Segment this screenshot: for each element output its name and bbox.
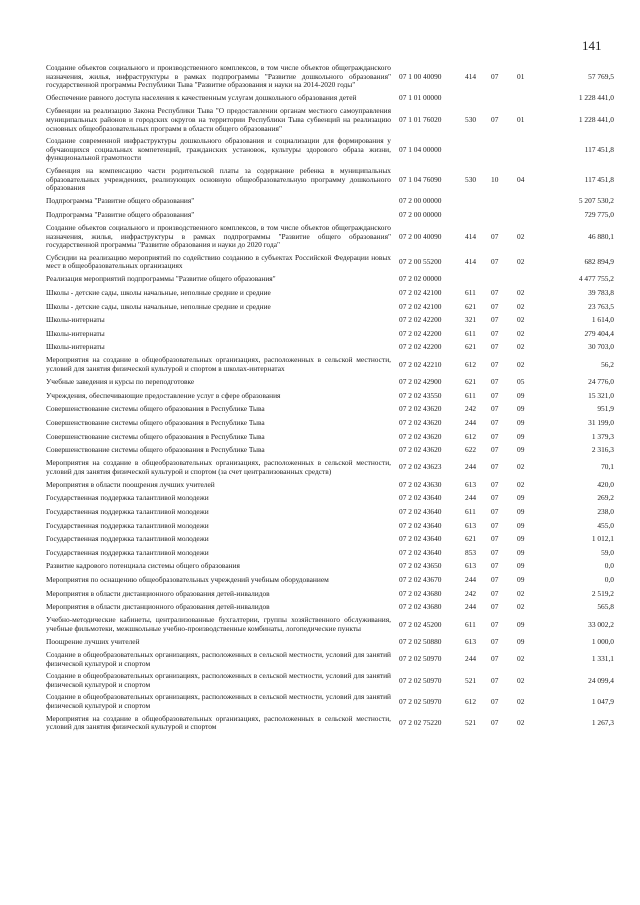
table-row [46, 354, 614, 375]
row-expense-type: 414 [465, 231, 477, 241]
table-row [46, 92, 614, 106]
row-name: Учреждения, обеспечивающие предоставление услуг в сфере образования [46, 390, 281, 400]
row-section: 07 [491, 377, 499, 387]
row-section: 07 [491, 547, 499, 557]
row-subsection: 04 [517, 174, 525, 184]
row-amount: 31 199,0 [588, 417, 614, 427]
row-name: Совершенствование системы общего образования в Республике Тыва [46, 417, 265, 427]
row-expense-type [465, 273, 491, 287]
row-name: Поощрение лучших учителей [46, 637, 140, 646]
row-section: 07 [491, 114, 499, 124]
table-row [46, 389, 614, 403]
row-target-article: 07 2 00 55200 [399, 256, 442, 266]
row-amount: 59,0 [601, 547, 614, 557]
budget-table-body [46, 62, 614, 734]
row-target-article: 07 2 02 75220 [399, 717, 442, 727]
row-expense-type: 611 [465, 507, 476, 517]
row-expense-type [465, 92, 491, 106]
row-section: 10 [491, 174, 499, 184]
table-row [46, 430, 614, 444]
row-amount: 1 000,0 [591, 637, 614, 646]
row-subsection: 02 [517, 602, 525, 612]
row-name: Развитие кадрового потенциала системы общего образования [46, 561, 240, 571]
row-amount: 117 451,8 [584, 144, 614, 154]
row-subsection: 02 [517, 315, 525, 325]
row-target-article: 07 1 04 00000 [399, 144, 442, 154]
row-target-article: 07 1 04 76090 [399, 174, 442, 184]
row-amount: 15 321,0 [588, 390, 614, 400]
row-amount: 24 776,0 [588, 377, 614, 387]
row-amount: 1 267,3 [591, 717, 614, 727]
row-name: Государственная поддержка талантливой молодежи [46, 547, 209, 557]
row-amount: 2 519,2 [591, 588, 614, 598]
row-name: Школы-интернаты [46, 315, 105, 325]
row-expense-type: 521 [465, 717, 477, 727]
row-target-article: 07 2 02 43650 [399, 561, 442, 571]
row-subsection: 09 [517, 637, 525, 646]
row-amount: 1 331,1 [591, 654, 614, 664]
table-row [46, 478, 614, 492]
table-row [46, 457, 614, 478]
row-amount: 0,0 [604, 561, 614, 571]
row-expense-type: 613 [465, 479, 477, 489]
row-subsection: 02 [517, 301, 525, 311]
table-row [46, 286, 614, 300]
row-subsection: 09 [517, 547, 525, 557]
row-name: Подпрограмма "Развитие общего образования" [46, 196, 195, 206]
row-name: Государственная поддержка талантливой молодежи [46, 507, 209, 517]
row-subsection: 09 [517, 507, 525, 517]
row-subsection: 02 [517, 696, 525, 706]
row-expense-type: 613 [465, 520, 477, 530]
table-row [46, 546, 614, 560]
row-name: Школы-интернаты [46, 328, 105, 338]
row-target-article: 07 2 02 43620 [399, 404, 442, 414]
row-name: Школы-интернаты [46, 342, 105, 352]
row-section: 07 [491, 534, 499, 544]
row-subsection: 01 [517, 114, 525, 124]
row-section: 07 [491, 431, 499, 441]
row-name: Мероприятия на создание в общеобразовательных организациях, расположенных в сельской местности, условий для занятия физической культурой и спортом (за счет централизованных средств) [46, 458, 391, 476]
table-row [46, 416, 614, 430]
table-row [46, 341, 614, 355]
row-section: 07 [491, 520, 499, 530]
row-target-article: 07 2 02 42210 [399, 359, 442, 369]
row-target-article: 07 1 00 40090 [399, 71, 442, 81]
row-expense-type: 621 [465, 301, 477, 311]
row-expense-type: 621 [465, 534, 477, 544]
row-target-article: 07 2 02 43550 [399, 390, 442, 400]
row-subsection: 02 [517, 231, 525, 241]
row-target-article: 07 1 01 76020 [399, 114, 442, 124]
row-amount: 1 012,1 [591, 534, 614, 544]
row-subsection: 09 [517, 390, 525, 400]
table-row [46, 222, 614, 252]
table-row [46, 403, 614, 417]
row-name: Учебные заведения и курсы по переподготовке [46, 377, 195, 387]
table-row [46, 574, 614, 588]
row-section [491, 195, 517, 209]
row-amount: 1 614,0 [591, 315, 614, 325]
row-subsection: 09 [517, 619, 525, 629]
row-target-article: 07 2 02 43670 [399, 575, 442, 585]
row-target-article: 07 2 00 40090 [399, 231, 442, 241]
row-section: 07 [491, 507, 499, 517]
row-target-article: 07 2 02 42100 [399, 287, 442, 297]
row-expense-type: 414 [465, 256, 477, 266]
row-subsection [517, 273, 547, 287]
row-name: Создание в общеобразовательных организациях, расположенных в сельской местности, условий для занятий физической культурой и спортом [46, 692, 391, 711]
page-number: 141 [582, 38, 602, 53]
row-amount: 238,0 [597, 507, 614, 517]
row-amount: 1 228 441,0 [578, 93, 614, 103]
row-section: 07 [491, 696, 499, 706]
row-expense-type: 611 [465, 390, 476, 400]
row-amount: 1 228 441,0 [578, 114, 614, 124]
table-row [46, 636, 614, 650]
row-section: 07 [491, 654, 499, 664]
row-amount: 70,1 [601, 462, 614, 472]
row-subsection: 09 [517, 445, 525, 455]
row-section: 07 [491, 256, 499, 266]
row-expense-type: 611 [465, 287, 476, 297]
row-subsection: 09 [517, 417, 525, 427]
row-subsection: 02 [517, 479, 525, 489]
row-subsection: 09 [517, 534, 525, 544]
table-row [46, 713, 614, 734]
row-amount: 33 002,2 [588, 619, 614, 629]
row-section: 07 [491, 675, 499, 685]
row-amount: 951,9 [597, 404, 614, 414]
row-expense-type: 622 [465, 445, 477, 455]
table-row [46, 314, 614, 328]
row-section: 07 [491, 301, 499, 311]
row-target-article: 07 2 02 42200 [399, 315, 442, 325]
table-row [46, 105, 614, 135]
row-name: Подпрограмма "Развитие общего образования" [46, 209, 195, 219]
row-subsection [517, 135, 547, 165]
row-amount: 1 047,9 [591, 696, 614, 706]
row-subsection: 02 [517, 359, 525, 369]
row-section: 07 [491, 417, 499, 427]
row-subsection: 02 [517, 287, 525, 297]
row-subsection: 01 [517, 71, 525, 81]
row-amount: 0,0 [604, 575, 614, 585]
row-expense-type: 242 [465, 588, 477, 598]
row-amount: 420,0 [597, 479, 614, 489]
row-amount: 117 451,8 [584, 174, 614, 184]
row-expense-type: 621 [465, 342, 477, 352]
row-name: Создание объектов социального и производственного комплексов, в том числе объектов общегражданского назначения, жилья, инфраструктуры в рамках подпрограммы "Развитие дошкольного образования" государственной программы Республики Тыва "Развитие образования и науки на 2014-2020 годы" [46, 63, 391, 90]
table-row [46, 587, 614, 601]
row-section: 07 [491, 71, 499, 81]
table-row [46, 300, 614, 314]
row-target-article: 07 2 02 43640 [399, 547, 442, 557]
row-expense-type [465, 208, 491, 222]
row-expense-type: 611 [465, 619, 476, 629]
table-row [46, 519, 614, 533]
row-section: 07 [491, 588, 499, 598]
row-expense-type: 612 [465, 359, 477, 369]
row-target-article: 07 2 02 50880 [399, 637, 442, 646]
row-subsection: 02 [517, 675, 525, 685]
row-section: 07 [491, 575, 499, 585]
row-name: Совершенствование системы общего образования в Республике Тыва [46, 431, 265, 441]
row-section: 07 [491, 602, 499, 612]
table-row [46, 492, 614, 506]
row-target-article: 07 2 02 42200 [399, 328, 442, 338]
budget-table [46, 62, 614, 734]
row-amount: 56,2 [601, 359, 614, 369]
row-name: Государственная поддержка талантливой молодежи [46, 520, 209, 530]
row-amount: 5 207 530,2 [578, 196, 614, 206]
row-name: Создание в общеобразовательных организациях, расположенных в сельской местности, условий для занятий физической культурой и спортом [46, 650, 391, 668]
row-target-article: 07 2 00 00000 [399, 209, 442, 219]
row-amount: 455,0 [597, 520, 614, 530]
row-target-article: 07 2 02 00000 [399, 274, 442, 284]
row-target-article: 07 2 02 43640 [399, 520, 442, 530]
row-expense-type: 414 [465, 71, 477, 81]
table-row [46, 165, 614, 195]
row-expense-type: 244 [465, 417, 477, 427]
table-row [46, 273, 614, 287]
row-subsection: 09 [517, 493, 525, 503]
row-expense-type: 612 [465, 431, 477, 441]
row-amount: 23 763,5 [588, 301, 614, 311]
row-subsection: 02 [517, 717, 525, 727]
table-row [46, 135, 614, 165]
row-name: Совершенствование системы общего образования в Республике Тыва [46, 404, 265, 414]
row-section: 07 [491, 445, 499, 455]
table-row [46, 614, 614, 635]
row-section: 07 [491, 328, 499, 338]
row-expense-type: 621 [465, 377, 477, 387]
row-expense-type: 244 [465, 654, 477, 664]
row-target-article: 07 2 02 42900 [399, 377, 442, 387]
row-expense-type: 521 [465, 675, 477, 685]
row-name: Школы - детские сады, школы начальные, неполные средние и средние [46, 287, 271, 297]
row-amount: 24 099,4 [588, 675, 614, 685]
row-expense-type: 530 [465, 114, 477, 124]
row-expense-type: 244 [465, 462, 477, 472]
row-name: Мероприятия по оснащению общеобразовательных учреждений учебным оборудованием [46, 575, 329, 585]
row-name: Мероприятия на создание в общеобразовательных организациях, расположенных в сельской местности, условий для занятия физической культурой и спортом [46, 713, 391, 732]
row-section: 07 [491, 287, 499, 297]
row-subsection: 09 [517, 520, 525, 530]
row-target-article: 07 2 02 50970 [399, 675, 442, 685]
row-section: 07 [491, 619, 499, 629]
row-expense-type: 530 [465, 174, 477, 184]
row-target-article: 07 2 02 45200 [399, 619, 442, 629]
row-target-article: 07 2 02 43623 [399, 462, 442, 472]
row-amount: 57 769,5 [588, 71, 614, 81]
row-section: 07 [491, 231, 499, 241]
row-target-article: 07 2 02 42200 [399, 342, 442, 352]
row-section: 07 [491, 404, 499, 414]
row-subsection: 05 [517, 377, 525, 387]
row-name: Мероприятия на создание в общеобразовательных организациях, расположенных в сельской местности, условий для занятия физической культурой и спортом в школах-интернатах [46, 355, 391, 374]
row-section: 07 [491, 359, 499, 369]
row-amount: 46 880,1 [588, 231, 614, 241]
row-amount: 39 783,8 [588, 287, 614, 297]
row-name: Школы - детские сады, школы начальные, неполные средние и средние [46, 301, 271, 311]
table-row [46, 691, 614, 712]
row-section [491, 135, 517, 165]
row-name: Мероприятия в области поощрения лучших учителей [46, 479, 215, 489]
row-amount: 2 316,3 [591, 445, 614, 455]
table-row [46, 376, 614, 390]
row-target-article: 07 2 02 42100 [399, 301, 442, 311]
row-name: Обеспечение равного доступа населения к качественным услугам дошкольного образования детей [46, 93, 357, 103]
row-subsection [517, 92, 547, 106]
row-subsection: 02 [517, 588, 525, 598]
row-name: Государственная поддержка талантливой молодежи [46, 534, 209, 544]
row-target-article: 07 2 02 50970 [399, 654, 442, 664]
row-amount: 279 404,4 [584, 328, 614, 338]
row-subsection: 02 [517, 462, 525, 472]
table-row [46, 252, 614, 273]
table-row [46, 208, 614, 222]
row-subsection: 09 [517, 431, 525, 441]
row-subsection: 02 [517, 328, 525, 338]
row-target-article: 07 2 02 43640 [399, 507, 442, 517]
row-amount: 269,2 [597, 493, 614, 503]
row-subsection: 02 [517, 654, 525, 664]
row-expense-type: 612 [465, 696, 477, 706]
row-target-article: 07 2 02 50970 [399, 696, 442, 706]
row-section [491, 273, 517, 287]
row-subsection: 02 [517, 342, 525, 352]
table-row [46, 444, 614, 458]
row-amount: 729 775,0 [584, 209, 614, 219]
table-row [46, 649, 614, 670]
table-row [46, 601, 614, 615]
row-section: 07 [491, 315, 499, 325]
row-expense-type: 321 [465, 315, 477, 325]
table-row [46, 62, 614, 92]
row-section: 07 [491, 390, 499, 400]
row-target-article: 07 2 02 43620 [399, 417, 442, 427]
row-section: 07 [491, 342, 499, 352]
row-name: Создание объектов социального и производственного комплексов, в том числе объектов общегражданского назначения, жилья, инфраструктуры в рамках подпрограммы "Развитие общего образования" государственной программы "Развитие образования и науки до 2020 года" [46, 222, 391, 250]
table-row [46, 670, 614, 691]
row-section: 07 [491, 462, 499, 472]
row-amount: 565,8 [597, 602, 614, 612]
row-subsection [517, 195, 547, 209]
row-section: 07 [491, 479, 499, 489]
row-target-article: 07 2 02 43630 [399, 479, 442, 489]
row-expense-type: 613 [465, 561, 477, 571]
row-expense-type: 613 [465, 637, 477, 646]
row-name: Создание в общеобразовательных организациях, расположенных в сельской местности, условий для занятий физической культурой и спортом [46, 671, 391, 689]
row-subsection: 09 [517, 575, 525, 585]
row-expense-type: 853 [465, 547, 477, 557]
row-name: Мероприятия в области дистанционного образования детей-инвалидов [46, 602, 270, 612]
row-subsection: 09 [517, 404, 525, 414]
row-expense-type: 611 [465, 328, 476, 338]
row-name: Субвенции на реализацию Закона Республики Тыва "О предоставлении органам местного самоуправления муниципальных районов и городских округов на территории Республики Тыва субвенций на реализацию основных общеобразовательных программ в области общего образования" [46, 106, 391, 133]
row-target-article: 07 2 02 43620 [399, 431, 442, 441]
row-amount: 30 703,0 [588, 342, 614, 352]
row-section: 07 [491, 493, 499, 503]
table-row [46, 195, 614, 209]
row-expense-type: 244 [465, 575, 477, 585]
row-target-article: 07 2 02 43640 [399, 493, 442, 503]
table-row [46, 533, 614, 547]
row-name: Государственная поддержка талантливой молодежи [46, 493, 209, 503]
row-target-article: 07 2 02 43680 [399, 588, 442, 598]
row-name: Субвенция на компенсацию части родительской платы за содержание ребенка в муниципальных образовательных учреждениях, реализующих основную общеобразовательную программу дошкольного образования [46, 165, 391, 193]
row-name: Реализация мероприятий подпрограммы "Развитие общего образования" [46, 274, 276, 284]
row-name: Субсидии на реализацию мероприятий по содействию созданию в субъектах Российской Федерации новых мест в общеобразовательных организациях [46, 252, 391, 271]
row-name: Создание современной инфраструктуры дошкольного образования и социализации для формирования у обучающихся социальных компетенций, гражданских установок, культуры здорового образа жизни, функциональной грамотности [46, 136, 391, 163]
table-row [46, 327, 614, 341]
row-target-article: 07 2 02 43640 [399, 534, 442, 544]
row-target-article: 07 2 02 43620 [399, 445, 442, 455]
row-expense-type: 244 [465, 602, 477, 612]
row-subsection [517, 208, 547, 222]
table-row [46, 506, 614, 520]
row-name: Мероприятия в области дистанционного образования детей-инвалидов [46, 588, 270, 598]
row-amount: 4 477 755,2 [578, 274, 614, 284]
row-subsection: 09 [517, 561, 525, 571]
row-section [491, 208, 517, 222]
row-subsection: 02 [517, 256, 525, 266]
row-target-article: 07 1 01 00000 [399, 93, 442, 103]
row-section: 07 [491, 717, 499, 727]
row-amount: 1 379,3 [591, 431, 614, 441]
row-target-article: 07 2 00 00000 [399, 196, 442, 206]
row-section [491, 92, 517, 106]
row-section: 07 [491, 561, 499, 571]
row-expense-type [465, 135, 491, 165]
row-section: 07 [491, 637, 499, 646]
row-expense-type: 242 [465, 404, 477, 414]
row-expense-type: 244 [465, 493, 477, 503]
row-target-article: 07 2 02 43680 [399, 602, 442, 612]
table-row [46, 560, 614, 574]
row-name: Учебно-методические кабинеты, централизованные бухгалтерии, группы хозяйственного обслуживания, учебные фильмотеки, межшкольные учебно-производственные комбинаты, логопедические пункты [46, 615, 391, 633]
row-expense-type [465, 195, 491, 209]
row-amount: 682 894,9 [584, 256, 614, 266]
row-name: Совершенствование системы общего образования в Республике Тыва [46, 445, 265, 455]
